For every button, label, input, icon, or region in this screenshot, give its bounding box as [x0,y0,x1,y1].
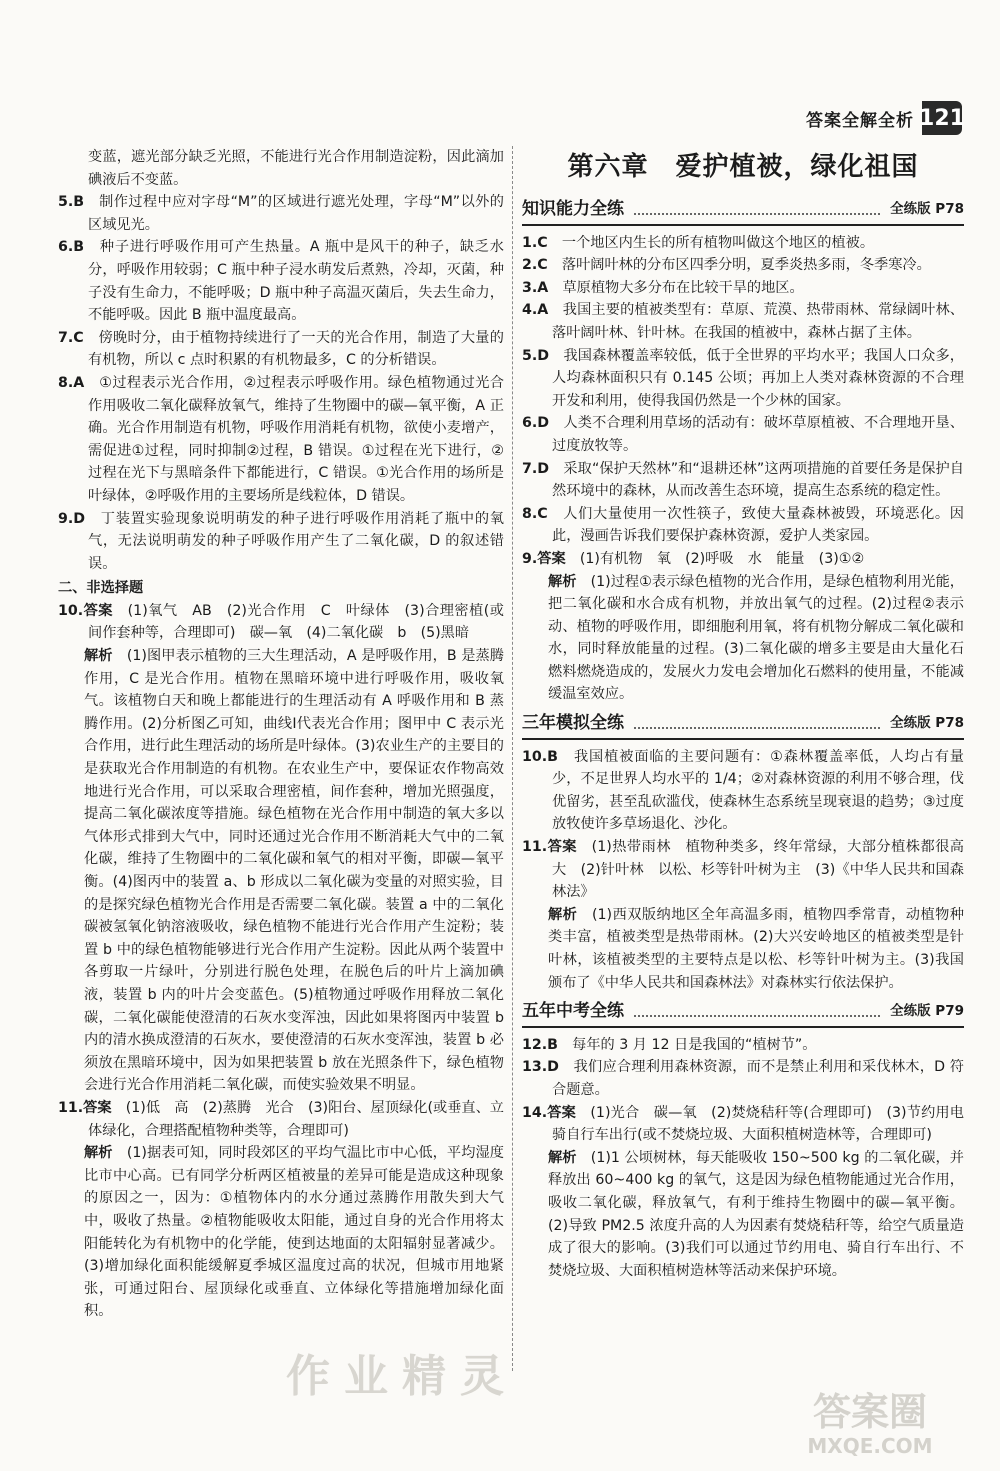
analysis-text: (1)据表可知，同时段郊区的平均气温比市中心低，平均湿度比市中心高。已有同学分析两区植被量的差异可能是造成这种现象的原因之一，因为：①植物体内的水分通过蒸腾作用散失到大气中，吸收了热量。②植物能吸收太阳能，通过自身的光合作用将太阳能转化为有机物中的化学能，使到达地面的太阳辐射显著减少。(3)增加绿化面积能缓解夏季城区温度过高的状况，但城市用地紧张，可通过阳台、屋顶绿化或垂直、立体绿化等措施增加绿化面积。 [84,1145,504,1320]
answer-number: 9.D [58,510,86,527]
analysis-text: (1)1 公顷树林，每天能吸收 150~500 kg 的二氧化碳，并释放出 60~400 kg 的氧气，这是因为绿色植物能通过光合作用，吸收二氧化碳，释放氧气，有利于维持生物圈中的碳—氧平衡。(2)导致 PM2.5 浓度升高的人为因素有焚烧秸秆等，给空气质量造成了很大的影响。(3)我们可以通过节约用电、骑自行车出行、不焚烧垃圾、大面积植树造林等活动来保护环境。 [548,1149,964,1279]
answer-item [522,836,964,904]
answer-text: 傍晚时分，由于植物持续进行了一天的光合作用，制造了大量的有机物，所以 c 点时积累的有机物最多，C 的分析错误。 [88,329,504,369]
answer-text: 每年的 3 月 12 日是我国的“植树节”。 [572,1036,817,1053]
answer-item [522,345,964,413]
analysis [58,645,504,1097]
section-title: 五年中考全练 [522,1001,624,1022]
answer-number: 5.B [58,194,85,211]
answer-number: 5.D [522,347,550,364]
section-bar [522,198,964,226]
answer-text: 一个地区内生长的所有植物叫做这个地区的植被。 [561,234,875,251]
answer-number: 6.D [522,415,550,432]
answer-item [58,1097,504,1142]
section-ref: 全练版 P78 [890,201,964,217]
watermark-stamp: 作业精灵 [286,1351,518,1402]
answer-text: 丁装置实验现象说明萌发的种子进行呼吸作用消耗了瓶中的氧气，无法说明萌发的种子呼吸作用产生了二氧化碳，D 的叙述错误。 [88,510,504,572]
header-title: 答案全解全析 [806,110,914,131]
answer-text: (1)光合 碳—氧 (2)焚烧秸秆等(合理即可) (3)节约用电 骑自行车出行(或不焚烧垃圾、大面积植树造林等，合理即可) [552,1104,979,1144]
answer-item [522,232,964,255]
answer-item [58,372,504,508]
answer-number: 11.答案 [522,839,577,856]
answer-number: 8.A [58,374,85,391]
watermark-logo-text: 答案圈 [812,1390,928,1434]
answer-item [522,299,964,344]
answer-text: 我国植被面临的主要问题有：①森林覆盖率低，人均占有量少，不足世界人均水平的 1/4；②对森林资源的利用不够合理，伐优留劣，甚至乱砍滥伐，使森林生态系统呈现衰退的趋势；③过度放牧使许多草场退化、沙化。 [552,748,964,833]
answer-item [522,1102,979,1147]
answer-text: (1)有机物 氧 (2)呼吸 水 能量 (3)①② [579,550,865,567]
answer-number: 11.答案 [58,1099,112,1116]
right-column [522,146,979,1282]
page-number: 121 [922,101,962,135]
analysis [522,904,964,994]
dotted-leader [634,717,880,729]
answer-number: 14.答案 [522,1104,577,1121]
answer-number: 3.A [522,279,549,296]
answer-text: ①过程表示光合作用，②过程表示呼吸作用。绿色植物通过光合作用吸收二氧化碳释放氧气，维持了生物圈中的碳—氧平衡，A 正确。光合作用制造有机物，呼吸作用消耗有机物，欲使小麦增产，需促进①过程，同时抑制②过程，B 错误。①过程在光下进行，②过程在光下与黑暗条件下都能进行，C 错误。①光合作用的场所是叶绿体，②呼吸作用的主要场所是线粒体，D 错误。 [88,374,504,504]
answer-number: 2.C [522,257,548,274]
answer-text: 人们大量使用一次性筷子，致使大量森林被毁，环境恶化。因此，漫画告诉我们要保护森林资源，爱护人类家园。 [552,505,964,545]
section-ref: 全练版 P79 [890,1003,964,1020]
answer-number: 4.A [522,302,549,319]
section-title: 知识能力全练 [522,199,624,219]
answer-text: 种子进行呼吸作用可产生热量。A 瓶中是风干的种子，缺乏水分，呼吸作用较弱；C 瓶中种子浸水萌发后煮熟，冷却，灭菌，种子没有生命力，不能呼吸；D 瓶中种子高温灭菌后，失去生命力，不能呼吸。因此 B 瓶中温度最高。 [88,239,504,324]
answer-item [58,327,504,372]
analysis [522,1147,964,1283]
left-column [58,146,504,1323]
dotted-leader [634,203,880,215]
analysis-text: (1)过程①表示绿色植物的光合作用，是绿色植物利用光能，把二氧化碳和水合成有机物，并放出氧气的过程。(2)过程②表示动、植物的呼吸作用，即细胞利用氧，将有机物分解成二氧化碳和水，同时释放能量的过程。(3)二氧化碳的增多主要是由大量化石燃料燃烧造成的，发展火力发电会增加化石燃料的使用量，不能减缓温室效应。 [548,573,964,703]
answer-item [522,1056,964,1101]
answer-text: (1)热带雨林 植物种类多，终年常绿，大部分植株都很高大 (2)针叶林 以松、杉等针叶树为主 (3)《中华人民共和国森林法》 [552,839,964,901]
answer-number: 10.B [522,748,558,765]
answer-number: 8.C [522,505,548,522]
section-bar [522,712,964,740]
answer-text: 我国主要的植被类型有：草原、荒漠、热带雨林、常绿阔叶林、落叶阔叶林、针叶林。在我国的植被中，森林占据了主体。 [552,302,964,341]
answer-item [58,236,504,326]
answer-item [522,412,964,457]
answer-text: 制作过程中应对字母“M”的区域进行遮光处理，字母“M”以外的区域见光。 [88,194,504,233]
answer-number: 6.B [58,239,85,256]
analysis-label: 解析 [548,1149,577,1166]
column-divider [512,146,513,1371]
answer-item [522,503,964,548]
answer-number: 7.D [522,460,550,477]
answer-number: 13.D [522,1059,559,1076]
answer-item [522,548,964,571]
answer-text: 我们应合理利用森林资源，而不是禁止利用和采伐林木，D 符合题意。 [552,1059,964,1098]
analysis-label: 解析 [548,906,578,923]
answer-item [58,508,504,576]
section-heading: 二、非选择题 [58,580,144,597]
analysis-label: 解析 [548,573,577,590]
answer-text: (1)氧气 AB (2)光合作用 C 叶绿体 (3)合理密植(或间作套种等，合理即可) 碳—氧 (4)二氧化碳 b (5)黑暗 [88,602,504,642]
analysis-label: 解析 [84,648,113,665]
analysis [58,1142,504,1323]
answer-item [522,746,964,836]
answer-number: 12.B [522,1036,558,1053]
answer-text: 变蓝，遮光部分缺乏光照，不能进行光合作用制造淀粉，因此滴加碘液后不变蓝。 [88,149,504,188]
answer-number: 9.答案 [522,550,566,567]
analysis-label: 解析 [84,1145,113,1162]
answer-text: 人类不合理利用草场的活动有：破坏草原植被、不合理地开垦、过度放牧等。 [552,415,964,454]
answer-text: 我国森林覆盖率较低，低于全世界的平均水平；我国人口众多，人均森林面积只有 0.145 公顷；再加上人类对森林资源的不合理开发和利用，使得我国仍然是一个少林的国家。 [552,347,964,409]
section-ref: 全练版 P78 [890,715,964,732]
answer-text: 采取“保护天然林”和“退耕还林”这两项措施的首要任务是保护自然环境中的森林，从而改善生态环境，提高生态系统的稳定性。 [552,460,964,500]
answer-text: 草原植物大多分布在比较干旱的地区。 [562,279,804,296]
answer-number: 1.C [522,234,548,251]
analysis-text: (1)西双版纳地区全年高温多雨，植物四季常青，动植物种类丰富，植被类型是热带雨林。(2)大兴安岭地区的植被类型是针叶林，该植被类型的主要特点是以松、杉等针叶树为主。(3)我国颁布了《中华人民共和国森林法》对森林实行依法保护。 [548,906,964,991]
answer-item [58,191,504,236]
answer-text: (1)低 高 (2)蒸腾 光合 (3)阳台、屋顶绿化(或垂直、立体绿化，合理搭配植物种类等，合理即可) [88,1099,504,1139]
answer-number: 7.C [58,329,84,346]
answer-item [522,458,964,503]
answer-item [522,277,964,300]
answer-item [522,254,964,277]
answer-text: 落叶阔叶林的分布区四季分明，夏季炎热多雨，冬季寒冷。 [561,257,931,274]
analysis [522,571,964,707]
analysis-text: (1)图甲表示植物的三大生理活动，A 是呼吸作用，B 是蒸腾作用，C 是光合作用。植物在黑暗环境中进行呼吸作用，吸收氧气。该植物白天和晚上都能进行的生理活动有 A 呼吸作用和 B 蒸腾作用。(2)分析图乙可知，曲线Ⅰ代表光合作用；图甲中 C 表示光合作用，进行此生理活动的场所是叶绿体。(3)农业生产的主要目的是获取光合作用制造的有机物。在农业生产中，要保证农作物高效地进行光合作用，可以采取合理密植，间作套种，增加光照强度，提高二氧化碳浓度等措施。绿色植物在光合作用中制造的氧大多以气体形式排到大气中，同时还通过光合作用不断消耗大气中的二氧化碳，维持了生物圈中的二氧化碳和氧气的相对平衡，即碳—氧平衡。(4)图丙中的装置 a、b 形成以二氧化碳为变量的对照实验，目的是探究绿色植物光合作用是否需要二氧化碳。装置 a 中的二氧化碳被氢氧化钠溶液吸收，绿色植物不能进行光合作用产生淀粉；装置 b 中的绿色植物能够进行光合作用产生淀粉。因此从两个装置中各剪取一片绿叶，分别进行脱色处理，在脱色后的叶片上滴加碘液，装置 b 内的叶片会变蓝色。(5)植物通过呼吸作用释放二氧化碳，二氧化碳能使澄清的石灰水变浑浊，因此如果将图丙中装置 b 内的清水换成澄清的石灰水，要使澄清的石灰水变浑浊，装置 b 必须放在黑暗环境中，因为如果把装置 b 放在光照条件下，绿色植物会进行光合作用消耗二氧化碳，而使实验效果不明显。 [84,648,504,1094]
answer-number: 10.答案 [58,602,113,619]
section-bar [522,1000,964,1028]
page-header [806,98,965,138]
chapter-title: 第六章 爱护植被，绿化祖国 [567,152,919,182]
answer-item [522,1034,964,1057]
dotted-leader [634,1005,880,1017]
section-title: 三年模拟全练 [522,713,624,734]
watermark-logo [760,1381,980,1459]
answer-item [58,600,504,645]
watermark-url: MXQE.COM [807,1434,933,1458]
